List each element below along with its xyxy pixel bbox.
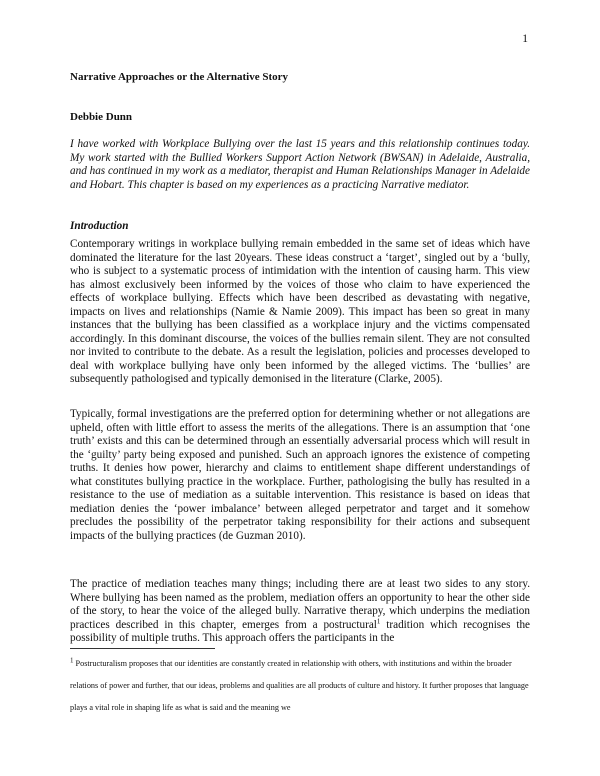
paragraph-1: Contemporary writings in workplace bullying remain embedded in the same set of ideas which have dominated the literature for the last 20years. These ideas construct a ‘target’, singled out by a ‘bully, who is subject to a systematic process of intimidation with the intention of causing harm. This view has almost exclusively been informed by the voices of those who claim to have experienced the effects of workplace bullying. Effects which have been described as devastating with negative, impacts on lives and relationships (Namie & Namie 2009). This impact has been so great in many instances that the bullying has been classified as a workplace injury and the victims compensated accordingly. In this dominant discourse, the voices of the bullies remain silent. They are not consulted nor invited to contribute to the debate. As a result the legislation, policies and processes developed to deal with workplace bullying have only been informed by the alleged victims. The ‘bullies’ are subsequently pathologised and typically demonised in the literature (Clarke, 2005). — [70, 238, 530, 385]
footnote-divider — [70, 648, 215, 649]
footnote-text: Postructuralism proposes that our identities are constantly created in relationship with others, with institutions and within the broader relations of power and further, that our ideas, problems and qualities are all products of culture and history. It further proposes that language plays a vital role in shaping life as what is said and the meaning we — [70, 659, 529, 712]
paragraph-2: Typically, formal investigations are the preferred option for determining whether or not allegations are upheld, often with little effort to assess the merits of the allegations. There is an assumption that ‘one truth’ exists and this can be determined through an essentially adversarial process which will result in the ‘guilty’ party being exposed and punished. Such an approach ignores the existence of competing truths. It denies how power, hierarchy and claims to entitlement shape different understandings of what constitutes bullying practice in the workplace. Further, pathologising the bully has resulted in a resistance to the use of mediation as a suitable intervention. This resistance is based on ideas that mediation denies the ‘power imbalance’ between alleged perpetrator and target and it somehow precludes the possibility of the perpetrator taking responsibility for their actions and subsequent impacts of the bullying practices (de Guzman 2010). — [70, 408, 530, 542]
author-name: Debbie Dunn — [70, 111, 133, 123]
paragraph-3 — [70, 578, 530, 646]
page-number: 1 — [522, 33, 528, 45]
paragraph-3-text-end: tradition which recognises the possibility of multiple truths. This approach offers the participants in the — [70, 618, 531, 644]
footnote-marker: 1 — [70, 656, 74, 665]
author-statement: I have worked with Workplace Bullying over the last 15 years and this relationship continues today. My work started with the Bullied Workers Support Action Network (BWSAN) in Adelaide, Australia, and has continued in my work as a mediator, therapist and Human Relationships Manager in Adelaide and Hobart. This chapter is based on my experiences as a practicing Narrative mediator. — [70, 138, 530, 191]
paragraph-3-text-start: The practice of mediation teaches many things; including there are at least two sides to any story. Where bullying has been named as the problem, mediation offers an opportunity to hear the other side of the story, to hear the voice of the alleged bully. Narrative therapy, which underpins the mediation practices described in this chapter, emerges from a postructural — [70, 578, 530, 631]
footnote — [70, 653, 530, 719]
document-title: Narrative Approaches or the Alternative Story — [70, 71, 289, 83]
footnote-reference-marker[interactable]: 1 — [376, 616, 381, 625]
section-heading-introduction: Introduction — [70, 220, 129, 232]
